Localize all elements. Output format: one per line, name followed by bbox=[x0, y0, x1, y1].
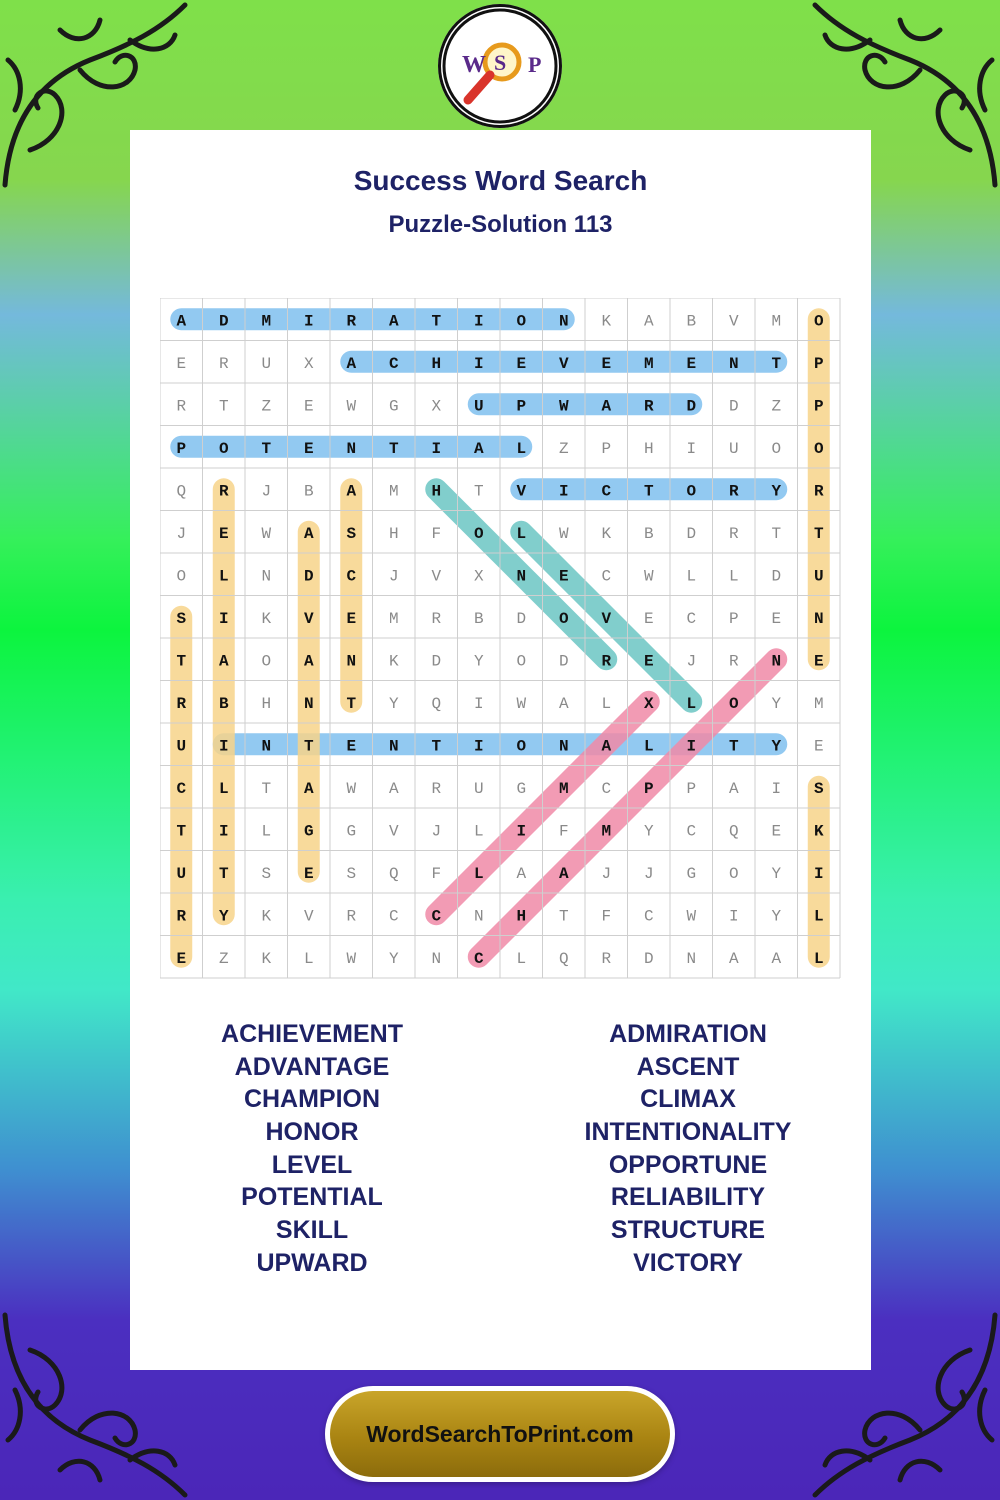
grid-letter: D bbox=[686, 524, 697, 543]
grid-letter: N bbox=[813, 609, 824, 628]
grid-letter: R bbox=[346, 312, 357, 331]
grid-letter: S bbox=[261, 864, 272, 883]
grid-letter: M bbox=[388, 482, 399, 501]
grid-letter: W bbox=[346, 779, 357, 798]
grid-letter: L bbox=[728, 567, 739, 586]
grid-letter: L bbox=[686, 694, 697, 713]
grid-letter: E bbox=[813, 652, 824, 671]
word-list-item: ACHIEVEMENT bbox=[221, 1020, 403, 1048]
grid-letter: V bbox=[303, 907, 314, 926]
grid-letter: G bbox=[686, 864, 697, 883]
grid-letter: J bbox=[431, 822, 442, 841]
grid-letter: H bbox=[516, 907, 527, 926]
puzzle-subtitle: Puzzle-Solution 113 bbox=[388, 211, 613, 238]
grid-letter: H bbox=[431, 354, 442, 373]
grid-letter: L bbox=[516, 524, 527, 543]
grid-letter: X bbox=[643, 694, 654, 713]
grid-letter: S bbox=[346, 864, 357, 883]
grid-letter: K bbox=[601, 524, 612, 543]
grid-letter: A bbox=[388, 779, 399, 798]
grid-letter: C bbox=[388, 354, 399, 373]
grid-letter: T bbox=[218, 397, 229, 416]
grid-letter: B bbox=[643, 524, 654, 543]
grid-letter: I bbox=[686, 439, 697, 458]
grid-letter: I bbox=[218, 609, 229, 628]
word-list-item: RELIABILITY bbox=[610, 1183, 766, 1212]
grid-letter: T bbox=[176, 652, 187, 671]
grid-letter: Y bbox=[473, 652, 484, 671]
grid-letter: D bbox=[771, 567, 782, 586]
grid-letter: A bbox=[303, 524, 314, 543]
grid-letter: P bbox=[813, 397, 824, 416]
grid-letter: E bbox=[558, 567, 569, 586]
grid-letter: E bbox=[771, 822, 782, 841]
grid-letter: O bbox=[516, 737, 527, 756]
grid-letter: H bbox=[388, 524, 399, 543]
grid-letter: Q bbox=[558, 949, 569, 968]
grid-letter: I bbox=[558, 482, 569, 501]
grid-letter: I bbox=[473, 354, 484, 373]
puzzle-card bbox=[130, 130, 871, 1370]
grid-letter: R bbox=[176, 694, 187, 713]
grid-letter: T bbox=[261, 779, 272, 798]
grid-letter: A bbox=[643, 312, 654, 331]
grid-letter: X bbox=[303, 354, 314, 373]
grid-letter: R bbox=[218, 354, 229, 373]
grid-letter: A bbox=[473, 439, 484, 458]
site-link-button[interactable] bbox=[325, 1386, 675, 1482]
grid-letter: O bbox=[728, 694, 739, 713]
word-list-item: STRUCTURE bbox=[610, 1216, 766, 1245]
grid-letter: A bbox=[388, 312, 399, 331]
grid-letter: M bbox=[388, 609, 399, 628]
grid-letter: J bbox=[388, 567, 399, 586]
grid-letter: K bbox=[261, 609, 272, 628]
grid-letter: I bbox=[431, 439, 442, 458]
grid-letter: T bbox=[558, 907, 569, 926]
word-list-item: UPWARD bbox=[256, 1248, 368, 1277]
logo-letter-p: P bbox=[528, 52, 542, 77]
word-list-item: INTENTIONALITY bbox=[584, 1118, 792, 1147]
word-list-item: SKILL bbox=[275, 1216, 349, 1245]
grid-letter: W bbox=[516, 694, 527, 713]
grid-letter: A bbox=[516, 864, 527, 883]
grid-letter: N bbox=[771, 652, 782, 671]
grid-letter: E bbox=[176, 354, 187, 373]
grid-letter: C bbox=[431, 907, 442, 926]
grid-letter: T bbox=[813, 524, 824, 543]
grid-letter: N bbox=[346, 652, 357, 671]
grid-letter: R bbox=[601, 949, 612, 968]
grid-letter: U bbox=[261, 354, 272, 373]
grid-letter: T bbox=[218, 864, 229, 883]
logo-letter-s: S bbox=[494, 50, 507, 75]
grid-letter: Z bbox=[218, 949, 229, 968]
grid-letter: N bbox=[558, 312, 569, 331]
grid-letter: N bbox=[686, 949, 697, 968]
grid-letter: Y bbox=[771, 864, 782, 883]
grid-letter: I bbox=[218, 822, 229, 841]
grid-letter: Y bbox=[771, 694, 782, 713]
grid-letter: T bbox=[473, 482, 484, 501]
grid-letter: E bbox=[601, 354, 612, 373]
grid-letter: T bbox=[261, 439, 272, 458]
grid-letter: E bbox=[303, 864, 314, 883]
grid-letter: L bbox=[686, 567, 697, 586]
word-list-left bbox=[152, 1018, 472, 1280]
grid-letter: K bbox=[813, 822, 824, 841]
grid-letter: R bbox=[728, 524, 739, 543]
grid-letter: V bbox=[303, 609, 314, 628]
grid-letter: K bbox=[261, 907, 272, 926]
grid-letter: H bbox=[261, 694, 272, 713]
grid-letter: B bbox=[473, 609, 484, 628]
grid-letter: Y bbox=[771, 907, 782, 926]
grid-letter: S bbox=[813, 779, 824, 798]
grid-letter: Y bbox=[643, 822, 654, 841]
grid-letter: C bbox=[346, 567, 357, 586]
word-list-item: POTENTIAL bbox=[241, 1183, 383, 1212]
grid-letter: P bbox=[813, 354, 824, 373]
grid-letter: C bbox=[643, 907, 654, 926]
grid-letter: G bbox=[388, 397, 399, 416]
grid-letter: E bbox=[643, 652, 654, 671]
grid-letter: F bbox=[431, 524, 442, 543]
grid-letter: O bbox=[261, 652, 272, 671]
grid-letter: M bbox=[813, 694, 824, 713]
grid-letter: C bbox=[686, 609, 697, 628]
grid-letter: R bbox=[601, 652, 612, 671]
grid-letter: R bbox=[728, 652, 739, 671]
grid-letter: U bbox=[176, 864, 187, 883]
grid-letter: N bbox=[558, 737, 569, 756]
grid-letter: B bbox=[686, 312, 697, 331]
word-list-item: ADMIRATION bbox=[609, 1020, 767, 1048]
grid-letter: T bbox=[431, 312, 442, 331]
grid-letter: H bbox=[431, 482, 442, 501]
grid-letter: E bbox=[346, 609, 357, 628]
grid-letter: N bbox=[388, 737, 399, 756]
grid-letter: Y bbox=[771, 482, 782, 501]
grid-letter: R bbox=[431, 609, 442, 628]
grid-letter: U bbox=[176, 737, 187, 756]
grid-letter: N bbox=[261, 737, 272, 756]
grid-letter: X bbox=[431, 397, 442, 416]
grid-letter: J bbox=[601, 864, 612, 883]
grid-letter: E bbox=[346, 737, 357, 756]
grid-letter: L bbox=[473, 822, 484, 841]
grid-letter: P bbox=[601, 439, 612, 458]
grid-letter: A bbox=[176, 312, 187, 331]
grid-letter: M bbox=[771, 312, 782, 331]
grid-letter: A bbox=[346, 354, 357, 373]
word-list-item: ASCENT bbox=[636, 1052, 740, 1081]
word-list-right bbox=[528, 1018, 848, 1280]
grid-letter: L bbox=[261, 822, 272, 841]
grid-letter: Q bbox=[431, 694, 442, 713]
grid-letter: A bbox=[728, 949, 739, 968]
word-list-item: VICTORY bbox=[633, 1248, 743, 1277]
grid-letter: D bbox=[516, 609, 527, 628]
grid-letter: F bbox=[431, 864, 442, 883]
grid-letter: M bbox=[558, 779, 569, 798]
grid-letter: G bbox=[346, 822, 357, 841]
grid-letter: A bbox=[558, 694, 569, 713]
grid-letter: J bbox=[176, 524, 187, 543]
grid-letter: D bbox=[728, 397, 739, 416]
grid-letter: Q bbox=[176, 482, 187, 501]
grid-letter: B bbox=[303, 482, 314, 501]
puzzle-title: Success Word Search bbox=[353, 165, 648, 196]
grid-letter: S bbox=[176, 609, 187, 628]
grid-letter: V bbox=[601, 609, 612, 628]
grid-letter: L bbox=[303, 949, 314, 968]
grid-letter: T bbox=[771, 524, 782, 543]
grid-letter: R bbox=[346, 907, 357, 926]
grid-letter: S bbox=[346, 524, 357, 543]
grid-letter: A bbox=[728, 779, 739, 798]
grid-letter: T bbox=[728, 737, 739, 756]
grid-letter: Y bbox=[388, 949, 399, 968]
grid-letter: E bbox=[686, 354, 697, 373]
grid-letter: Y bbox=[771, 737, 782, 756]
grid-letter: A bbox=[601, 397, 612, 416]
grid-letter: O bbox=[771, 439, 782, 458]
grid-letter: I bbox=[473, 737, 484, 756]
grid-letter: C bbox=[601, 779, 612, 798]
grid-letter: W bbox=[261, 524, 272, 543]
grid-letter: E bbox=[303, 397, 314, 416]
grid-letter: P bbox=[516, 397, 527, 416]
grid-letter: O bbox=[686, 482, 697, 501]
grid-letter: A bbox=[601, 737, 612, 756]
grid-letter: M bbox=[261, 312, 272, 331]
grid-letter: R bbox=[218, 482, 229, 501]
grid-letter: C bbox=[601, 567, 612, 586]
grid-letter: E bbox=[218, 524, 229, 543]
grid-letter: W bbox=[346, 397, 357, 416]
grid-letter: O bbox=[176, 567, 187, 586]
grid-letter: W bbox=[686, 907, 697, 926]
grid-letter: Q bbox=[728, 822, 739, 841]
grid-letter: D bbox=[218, 312, 229, 331]
grid-letter: R bbox=[813, 482, 824, 501]
grid-letter: L bbox=[813, 949, 824, 968]
grid-letter: E bbox=[176, 949, 187, 968]
grid-letter: W bbox=[558, 397, 569, 416]
word-list-item: HONOR bbox=[265, 1118, 359, 1147]
grid-letter: V bbox=[728, 312, 739, 331]
word-search-grid bbox=[160, 298, 841, 979]
grid-letter: I bbox=[771, 779, 782, 798]
grid-letter: G bbox=[303, 822, 314, 841]
grid-letter: O bbox=[813, 439, 824, 458]
grid-letter: P bbox=[176, 439, 187, 458]
grid-letter: O bbox=[516, 652, 527, 671]
grid-letter: E bbox=[643, 609, 654, 628]
grid-letter: C bbox=[176, 779, 187, 798]
grid-letter: L bbox=[218, 567, 229, 586]
grid-letter: R bbox=[728, 482, 739, 501]
grid-letter: O bbox=[558, 609, 569, 628]
grid-letter: N bbox=[431, 949, 442, 968]
grid-letter: L bbox=[218, 779, 229, 798]
grid-letter: W bbox=[558, 524, 569, 543]
grid-letter: I bbox=[473, 694, 484, 713]
site-link-label: WordSearchToPrint.com bbox=[366, 1420, 634, 1447]
grid-letter: V bbox=[431, 567, 442, 586]
grid-letter: E bbox=[303, 439, 314, 458]
grid-letter: F bbox=[558, 822, 569, 841]
grid-letter: V bbox=[558, 354, 569, 373]
grid-letter: N bbox=[473, 907, 484, 926]
grid-letter: A bbox=[771, 949, 782, 968]
grid-letter: U bbox=[813, 567, 824, 586]
grid-letter: G bbox=[516, 779, 527, 798]
grid-letter: Y bbox=[388, 694, 399, 713]
grid-letter: Y bbox=[218, 907, 229, 926]
grid-letter: D bbox=[431, 652, 442, 671]
grid-letter: I bbox=[813, 864, 824, 883]
grid-letter: N bbox=[303, 694, 314, 713]
grid-letter: N bbox=[346, 439, 357, 458]
word-list-item: OPPORTUNE bbox=[608, 1150, 768, 1179]
grid-letter: D bbox=[643, 949, 654, 968]
grid-letter: O bbox=[516, 312, 527, 331]
grid-letter: Z bbox=[558, 439, 569, 458]
grid-letter: U bbox=[728, 439, 739, 458]
grid-letter: L bbox=[516, 949, 527, 968]
grid-letter: P bbox=[686, 779, 697, 798]
grid-letter: I bbox=[686, 737, 697, 756]
grid-letter: D bbox=[303, 567, 314, 586]
grid-letter: T bbox=[643, 482, 654, 501]
grid-letter: R bbox=[176, 907, 187, 926]
grid-letter: I bbox=[728, 907, 739, 926]
grid-letter: R bbox=[431, 779, 442, 798]
grid-letter: J bbox=[261, 482, 272, 501]
grid-letter: R bbox=[176, 397, 187, 416]
grid-letter: A bbox=[303, 779, 314, 798]
word-list-item: CHAMPION bbox=[243, 1085, 381, 1114]
grid-letter: N bbox=[261, 567, 272, 586]
grid-letter: N bbox=[728, 354, 739, 373]
grid-letter: M bbox=[601, 822, 612, 841]
grid-letter: Z bbox=[261, 397, 272, 416]
grid-letter: A bbox=[218, 652, 229, 671]
grid-letter: A bbox=[558, 864, 569, 883]
grid-letter: T bbox=[346, 694, 357, 713]
grid-letter: K bbox=[601, 312, 612, 331]
grid-letter: E bbox=[813, 737, 824, 756]
grid-letter: V bbox=[516, 482, 527, 501]
grid-letter: E bbox=[771, 609, 782, 628]
grid-letter: F bbox=[601, 907, 612, 926]
grid-letter: I bbox=[473, 312, 484, 331]
word-list-item: CLIMAX bbox=[640, 1085, 736, 1114]
grid-letter: M bbox=[643, 354, 654, 373]
grid-letter: L bbox=[813, 907, 824, 926]
grid-letter: P bbox=[643, 779, 654, 798]
grid-letter: W bbox=[346, 949, 357, 968]
word-list-item: ADVANTAGE bbox=[234, 1052, 390, 1081]
grid-letter: J bbox=[643, 864, 654, 883]
grid-letter: T bbox=[303, 737, 314, 756]
grid-letter: C bbox=[601, 482, 612, 501]
grid-letter: B bbox=[218, 694, 229, 713]
grid-letter: N bbox=[516, 567, 527, 586]
grid-letter: A bbox=[346, 482, 357, 501]
grid-letter: W bbox=[643, 567, 654, 586]
grid-letter: K bbox=[388, 652, 399, 671]
logo-letter-w: W bbox=[462, 52, 486, 78]
grid-letter: T bbox=[176, 822, 187, 841]
grid-letter: O bbox=[813, 312, 824, 331]
word-list-item: LEVEL bbox=[271, 1150, 353, 1179]
grid-letter: K bbox=[261, 949, 272, 968]
grid-letter: X bbox=[473, 567, 484, 586]
grid-letter: I bbox=[218, 737, 229, 756]
grid-letter: T bbox=[771, 354, 782, 373]
grid-letter: A bbox=[303, 652, 314, 671]
grid-letter: R bbox=[643, 397, 654, 416]
grid-letter: L bbox=[516, 439, 527, 458]
grid-letter: V bbox=[388, 822, 399, 841]
grid-letter: J bbox=[686, 652, 697, 671]
grid-letter: H bbox=[643, 439, 654, 458]
grid-letter: D bbox=[558, 652, 569, 671]
grid-letter: E bbox=[516, 354, 527, 373]
grid-letter: O bbox=[728, 864, 739, 883]
grid-letter: O bbox=[473, 524, 484, 543]
grid-letter: C bbox=[686, 822, 697, 841]
grid-letter: L bbox=[643, 737, 654, 756]
grid-letter: D bbox=[686, 397, 697, 416]
site-logo bbox=[438, 4, 562, 128]
grid-letter: U bbox=[473, 779, 484, 798]
grid-letter: L bbox=[473, 864, 484, 883]
grid-letter: Q bbox=[388, 864, 399, 883]
grid-letter: T bbox=[388, 439, 399, 458]
grid-letter: C bbox=[388, 907, 399, 926]
grid-letter: I bbox=[303, 312, 314, 331]
grid-letter: L bbox=[601, 694, 612, 713]
grid-letter: U bbox=[473, 397, 484, 416]
grid-letter: P bbox=[728, 609, 739, 628]
grid-letter: T bbox=[431, 737, 442, 756]
grid-letter: I bbox=[516, 822, 527, 841]
grid-letter: O bbox=[218, 439, 229, 458]
grid-letter: Z bbox=[771, 397, 782, 416]
grid-letter: C bbox=[473, 949, 484, 968]
